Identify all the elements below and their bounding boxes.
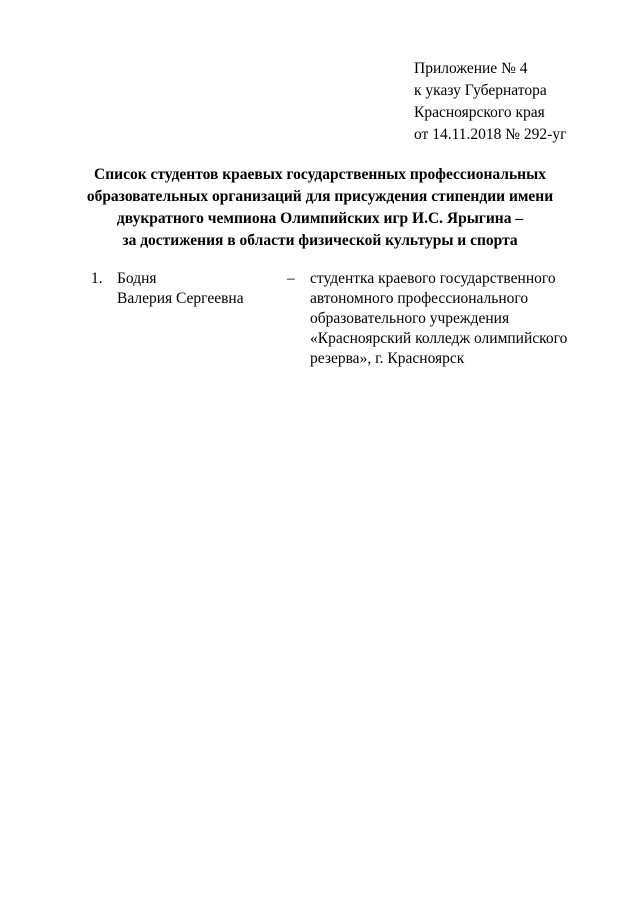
- title-line: Список студентов краевых государственных профессиональных: [94, 166, 546, 183]
- list-item: [0, 269, 640, 369]
- title-line: двукратного чемпиона Олимпийских игр И.С. Ярыгина –: [116, 210, 524, 227]
- student-name: [117, 269, 244, 309]
- appendix-header: [414, 58, 566, 146]
- appendix-region: Красноярского края: [414, 104, 545, 121]
- document-title: [60, 164, 580, 252]
- description-line: студентка краевого государственного: [310, 270, 556, 287]
- student-surname: Бодня: [117, 270, 157, 287]
- appendix-decree-ref: к указу Губернатора: [414, 82, 547, 99]
- appendix-number: Приложение № 4: [414, 60, 528, 77]
- title-line: за достижения в области физической культуры и спорта: [122, 232, 518, 249]
- list-item-number: 1.: [91, 270, 103, 287]
- separator-dash: –: [287, 270, 295, 287]
- description-line: резерва», г. Красноярск: [310, 350, 465, 367]
- student-given-names: Валерия Сергеевна: [117, 290, 244, 307]
- title-line: образовательных организаций для присуждения стипендии имени: [86, 188, 554, 205]
- student-description: [310, 269, 567, 369]
- description-line: образовательного учреждения: [310, 310, 510, 327]
- description-line: «Красноярский колледж олимпийского: [310, 330, 568, 347]
- appendix-date-number: от 14.11.2018 № 292-уг: [414, 126, 567, 143]
- description-line: автономного профессионального: [310, 290, 529, 307]
